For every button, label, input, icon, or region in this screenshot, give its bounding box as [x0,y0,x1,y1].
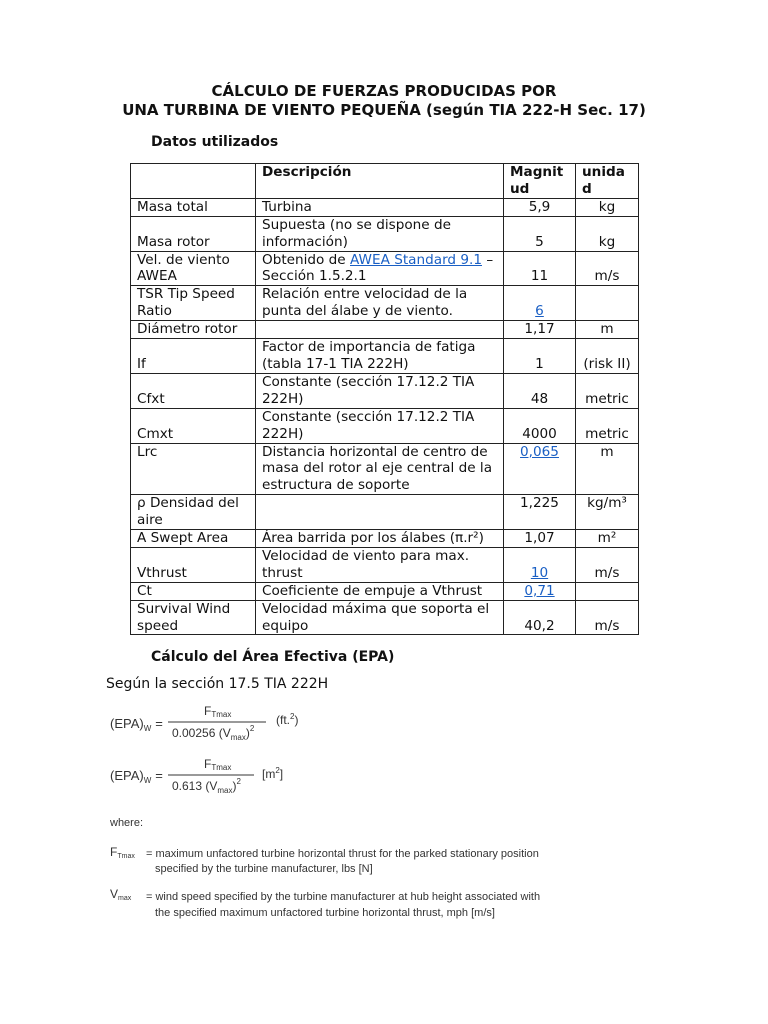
row-magnitude: 4000 [504,408,576,443]
row-description: Constante (sección 17.12.2 TIA 222H) [256,408,504,443]
title-line-2: UNA TURBINA DE VIENTO PEQUEÑA (según TIA 222-H Sec. 17) [122,101,646,119]
table-header-row [131,164,639,199]
row-magnitude: 11 [504,251,576,286]
row-magnitude: 5,9 [504,198,576,216]
awea-standard-link[interactable]: AWEA Standard 9.1 [350,251,482,268]
row-magnitude: 1,17 [504,321,576,339]
row-magnitude: 1,225 [504,495,576,530]
row-description: Velocidad de viento para max. thrust [256,547,504,582]
eq1-numerator: FTmax [204,704,232,719]
row-parameter: A Swept Area [131,530,256,548]
row-magnitude [504,547,576,582]
table-row [131,408,639,443]
row-unit: m/s [576,251,639,286]
row-parameter: TSR Tip Speed Ratio [131,286,256,321]
eq2-numerator: FTmax [204,757,232,772]
magnitude-link[interactable]: 10 [530,564,549,581]
row-description [256,251,504,286]
def2-line1: = wind speed specified by the turbine manufacturer at hub height associated with [146,891,541,903]
table-row [131,547,639,582]
row-parameter: Lrc [131,443,256,495]
eq2-unit: $[m^2]$ [262,766,284,781]
table-row [131,321,639,339]
row-unit: kg [576,216,639,251]
data-table [130,163,639,635]
table-row [131,530,639,548]
header-cell-unit: unidad [576,164,639,199]
row-parameter: Cfxt [131,373,256,408]
def2-symbol: Vmax [110,887,132,902]
row-parameter: Vel. de viento AWEA [131,251,256,286]
row-magnitude: 40,2 [504,600,576,635]
row-description: Constante (sección 17.12.2 TIA 222H) [256,373,504,408]
header-cell-description: Descripción [256,164,504,199]
row-parameter: Masa total [131,198,256,216]
document-title [0,82,768,120]
row-magnitude [504,443,576,495]
header-cell-parameter [131,164,256,199]
row-unit [576,286,639,321]
row-unit: metric [576,408,639,443]
magnitude-link[interactable]: 6 [535,303,544,320]
table-row [131,495,639,530]
where-label: where: [110,817,144,829]
table-row [131,582,639,600]
section-heading-epa: Cálculo del Área Efectiva (EPA) [151,649,395,665]
row-description [256,321,504,339]
description-text: – Sección 1.5.2.1 [262,251,494,285]
table-row [131,373,639,408]
table-row [131,216,639,251]
eq2-lhs: $(EPA)_W$ = [110,768,163,785]
row-description: Distancia horizontal de centro de masa del rotor al eje central de la estructura de soporte [256,443,504,495]
title-line-1: CÁLCULO DE FUERZAS PRODUCIDAS POR [211,82,557,100]
row-unit: m [576,321,639,339]
row-magnitude [504,286,576,321]
row-description [256,495,504,530]
eq1-denominator: 0.00256 $(V_{max})^2$ [172,724,255,742]
def1-line1: = maximum unfactored turbine horizontal thrust for the parked stationary position [146,848,539,860]
header-cell-magnitude: Magnitud [504,164,576,199]
def1-symbol: FTmax [110,845,135,860]
description-text: Obtenido de [262,251,350,268]
row-unit: metric [576,373,639,408]
magnitude-link[interactable]: 0,71 [524,582,555,599]
row-unit: kg/m³ [576,495,639,530]
row-magnitude: 1 [504,339,576,374]
eq2-denominator: 0.613 $(V_{max})^2$ [172,777,241,795]
row-parameter: Diámetro rotor [131,321,256,339]
row-description: Supuesta (no se dispone de información) [256,216,504,251]
row-magnitude: 1,07 [504,530,576,548]
epa-formula-image [106,700,606,930]
row-parameter: Survival Wind speed [131,600,256,635]
row-parameter: If [131,339,256,374]
row-description: Coeficiente de empuje a Vthrust [256,582,504,600]
magnitude-link[interactable]: 0,065 [520,443,559,460]
row-unit: m/s [576,600,639,635]
section-heading-datos: Datos utilizados [151,134,279,150]
table-row [131,251,639,286]
row-description: Relación entre velocidad de la punta del álabe y de viento. [256,286,504,321]
row-description: Factor de importancia de fatiga (tabla 17-1 TIA 222H) [256,339,504,374]
row-description: Velocidad máxima que soporta el equipo [256,600,504,635]
row-parameter: ρ Densidad del aire [131,495,256,530]
table-row [131,600,639,635]
eq1-lhs: $(EPA)_W$ = [110,716,163,733]
table-row [131,443,639,495]
row-unit [576,582,639,600]
row-description: Turbina [256,198,504,216]
row-parameter: Vthrust [131,547,256,582]
row-description: Área barrida por los álabes (π.r²) [256,530,504,548]
table-row [131,339,639,374]
row-magnitude: 5 [504,216,576,251]
row-parameter: Cmxt [131,408,256,443]
row-unit: m [576,443,639,495]
eq1-unit: (ft.$^2$) [276,712,299,727]
def2-line2: the specified maximum unfactored turbine horizontal thrust, mph [m/s] [155,907,495,919]
row-unit: kg [576,198,639,216]
section-reference-text: Según la sección 17.5 TIA 222H [106,676,329,692]
row-parameter: Ct [131,582,256,600]
table-row [131,198,639,216]
row-unit: (risk II) [576,339,639,374]
row-unit: m/s [576,547,639,582]
def1-line2: specified by the turbine manufacturer, lbs [N] [155,863,373,875]
row-magnitude: 48 [504,373,576,408]
table-row [131,286,639,321]
row-magnitude [504,582,576,600]
row-unit: m² [576,530,639,548]
row-parameter: Masa rotor [131,216,256,251]
